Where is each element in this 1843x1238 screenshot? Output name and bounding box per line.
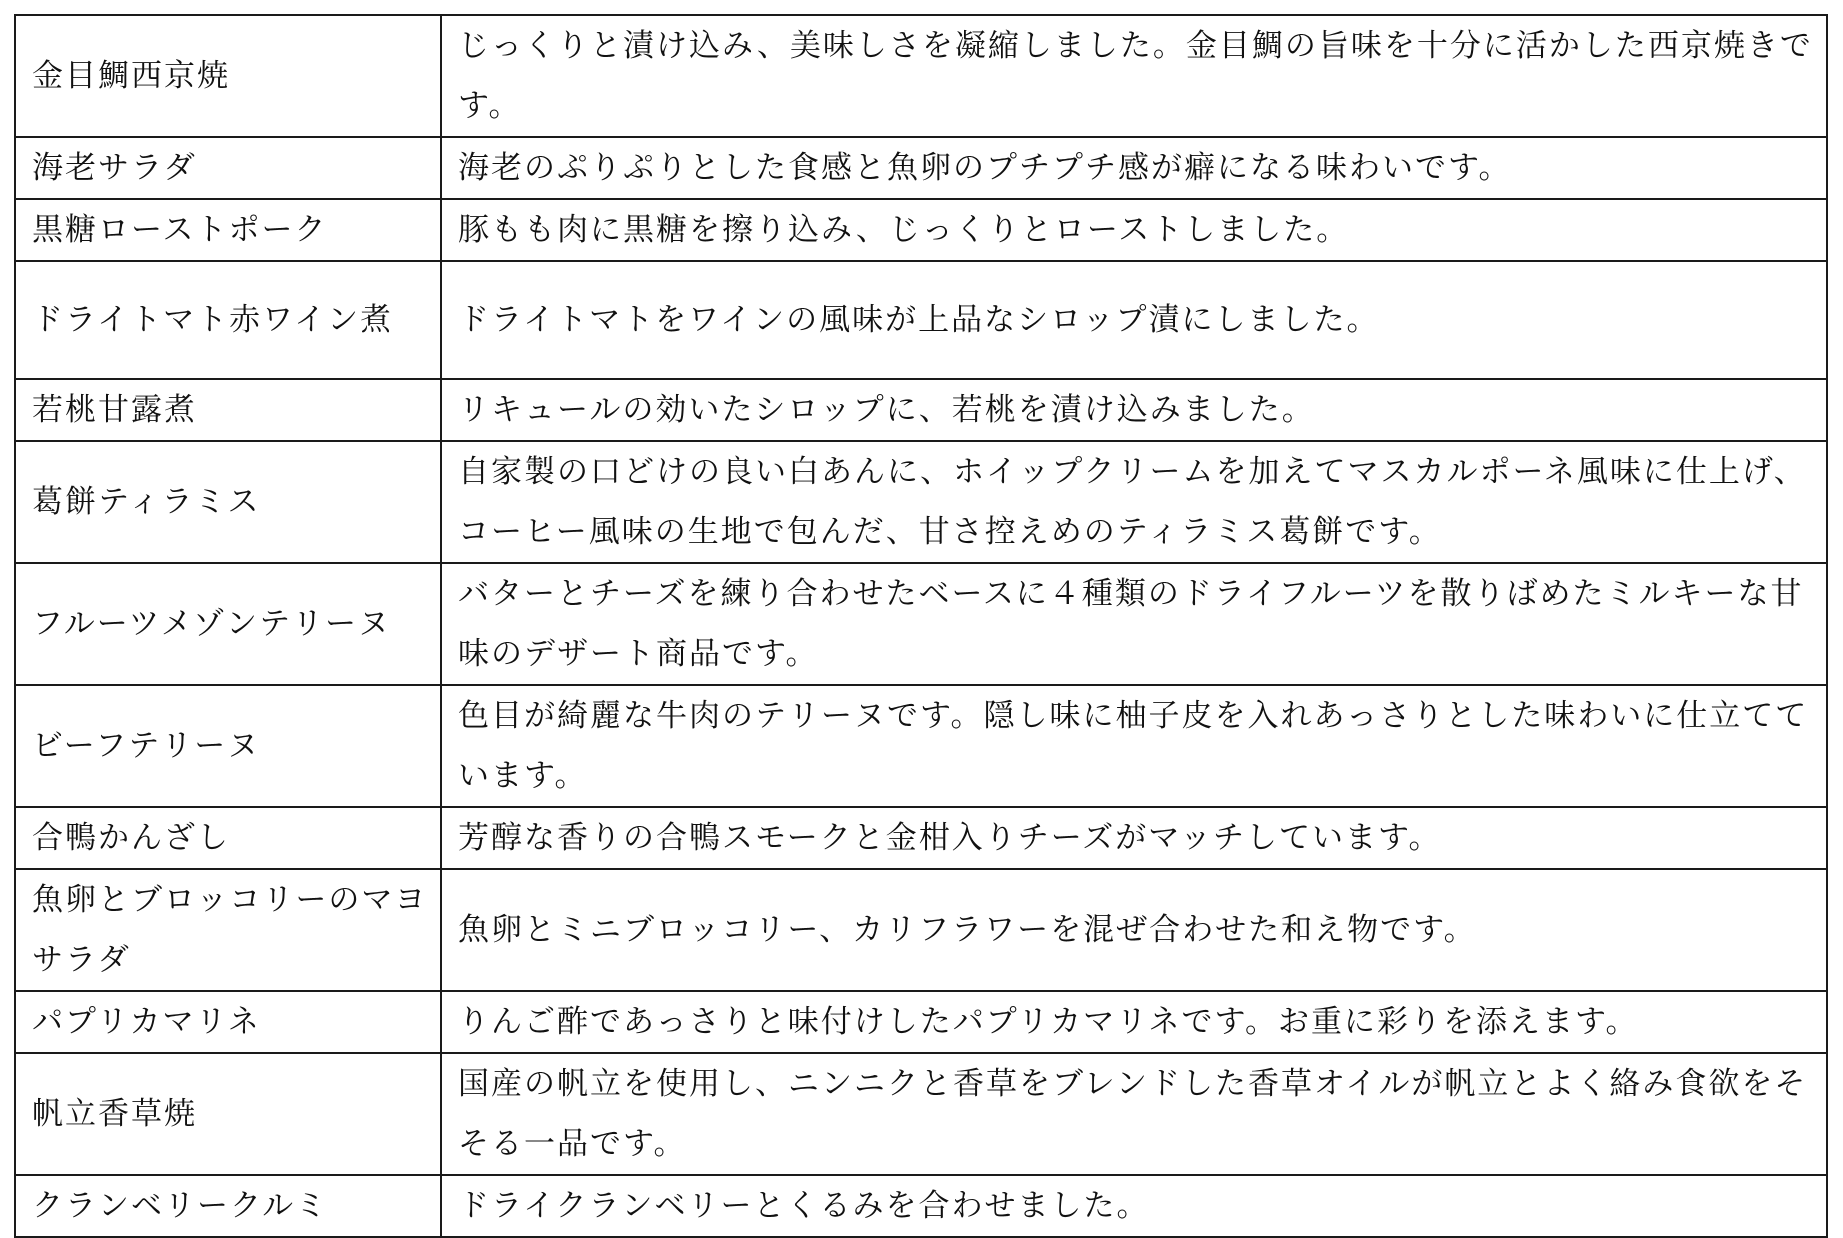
menu-table <box>14 14 1828 1238</box>
item-name-cell: クランベリークルミ <box>15 1175 441 1237</box>
table-row <box>15 1175 1827 1237</box>
table-row <box>15 1053 1827 1175</box>
table-row <box>15 441 1827 563</box>
table-row <box>15 563 1827 685</box>
item-description-cell: じっくりと漬け込み、美味しさを凝縮しました。金目鯛の旨味を十分に活かした西京焼きです。 <box>441 15 1827 137</box>
item-name-cell: ドライトマト赤ワイン煮 <box>15 261 441 379</box>
table-row <box>15 685 1827 807</box>
item-name-cell: 若桃甘露煮 <box>15 379 441 441</box>
item-description-cell: リキュールの効いたシロップに、若桃を漬け込みました。 <box>441 379 1827 441</box>
item-name-cell: 魚卵とブロッコリーのマヨサラダ <box>15 869 441 991</box>
table-row <box>15 261 1827 379</box>
item-description-cell: 自家製の口どけの良い白あんに、ホイップクリームを加えてマスカルポーネ風味に仕上げ、コーヒー風味の生地で包んだ、甘さ控えめのティラミス葛餅です。 <box>441 441 1827 563</box>
item-name-cell: 海老サラダ <box>15 137 441 199</box>
item-description-cell: 芳醇な香りの合鴨スモークと金柑入りチーズがマッチしています。 <box>441 807 1827 869</box>
item-name-cell: ビーフテリーヌ <box>15 685 441 807</box>
item-name-cell: フルーツメゾンテリーヌ <box>15 563 441 685</box>
item-description-cell: 色目が綺麗な牛肉のテリーヌです。隠し味に柚子皮を入れあっさりとした味わいに仕立てています。 <box>441 685 1827 807</box>
item-name-cell: 帆立香草焼 <box>15 1053 441 1175</box>
item-description-cell: ドライクランベリーとくるみを合わせました。 <box>441 1175 1827 1237</box>
item-name-cell: 金目鯛西京焼 <box>15 15 441 137</box>
item-description-cell: りんご酢であっさりと味付けしたパプリカマリネです。お重に彩りを添えます。 <box>441 991 1827 1053</box>
table-row <box>15 869 1827 991</box>
menu-sheet <box>14 14 1828 1238</box>
item-description-cell: バターとチーズを練り合わせたベースに４種類のドライフルーツを散りばめたミルキーな甘味のデザート商品です。 <box>441 563 1827 685</box>
table-row <box>15 379 1827 441</box>
item-description-cell: 海老のぷりぷりとした食感と魚卵のプチプチ感が癖になる味わいです。 <box>441 137 1827 199</box>
item-description-cell: 豚もも肉に黒糖を擦り込み、じっくりとローストしました。 <box>441 199 1827 261</box>
item-description-cell: 魚卵とミニブロッコリー、カリフラワーを混ぜ合わせた和え物です。 <box>441 869 1827 991</box>
item-name-cell: 合鴨かんざし <box>15 807 441 869</box>
item-name-cell: 葛餅ティラミス <box>15 441 441 563</box>
item-name-cell: 黒糖ローストポーク <box>15 199 441 261</box>
item-name-cell: パプリカマリネ <box>15 991 441 1053</box>
table-row <box>15 991 1827 1053</box>
item-description-cell: ドライトマトをワインの風味が上品なシロップ漬にしました。 <box>441 261 1827 379</box>
table-row <box>15 199 1827 261</box>
table-row <box>15 15 1827 137</box>
table-row <box>15 807 1827 869</box>
table-row <box>15 137 1827 199</box>
item-description-cell: 国産の帆立を使用し、ニンニクと香草をブレンドした香草オイルが帆立とよく絡み食欲をそそる一品です。 <box>441 1053 1827 1175</box>
